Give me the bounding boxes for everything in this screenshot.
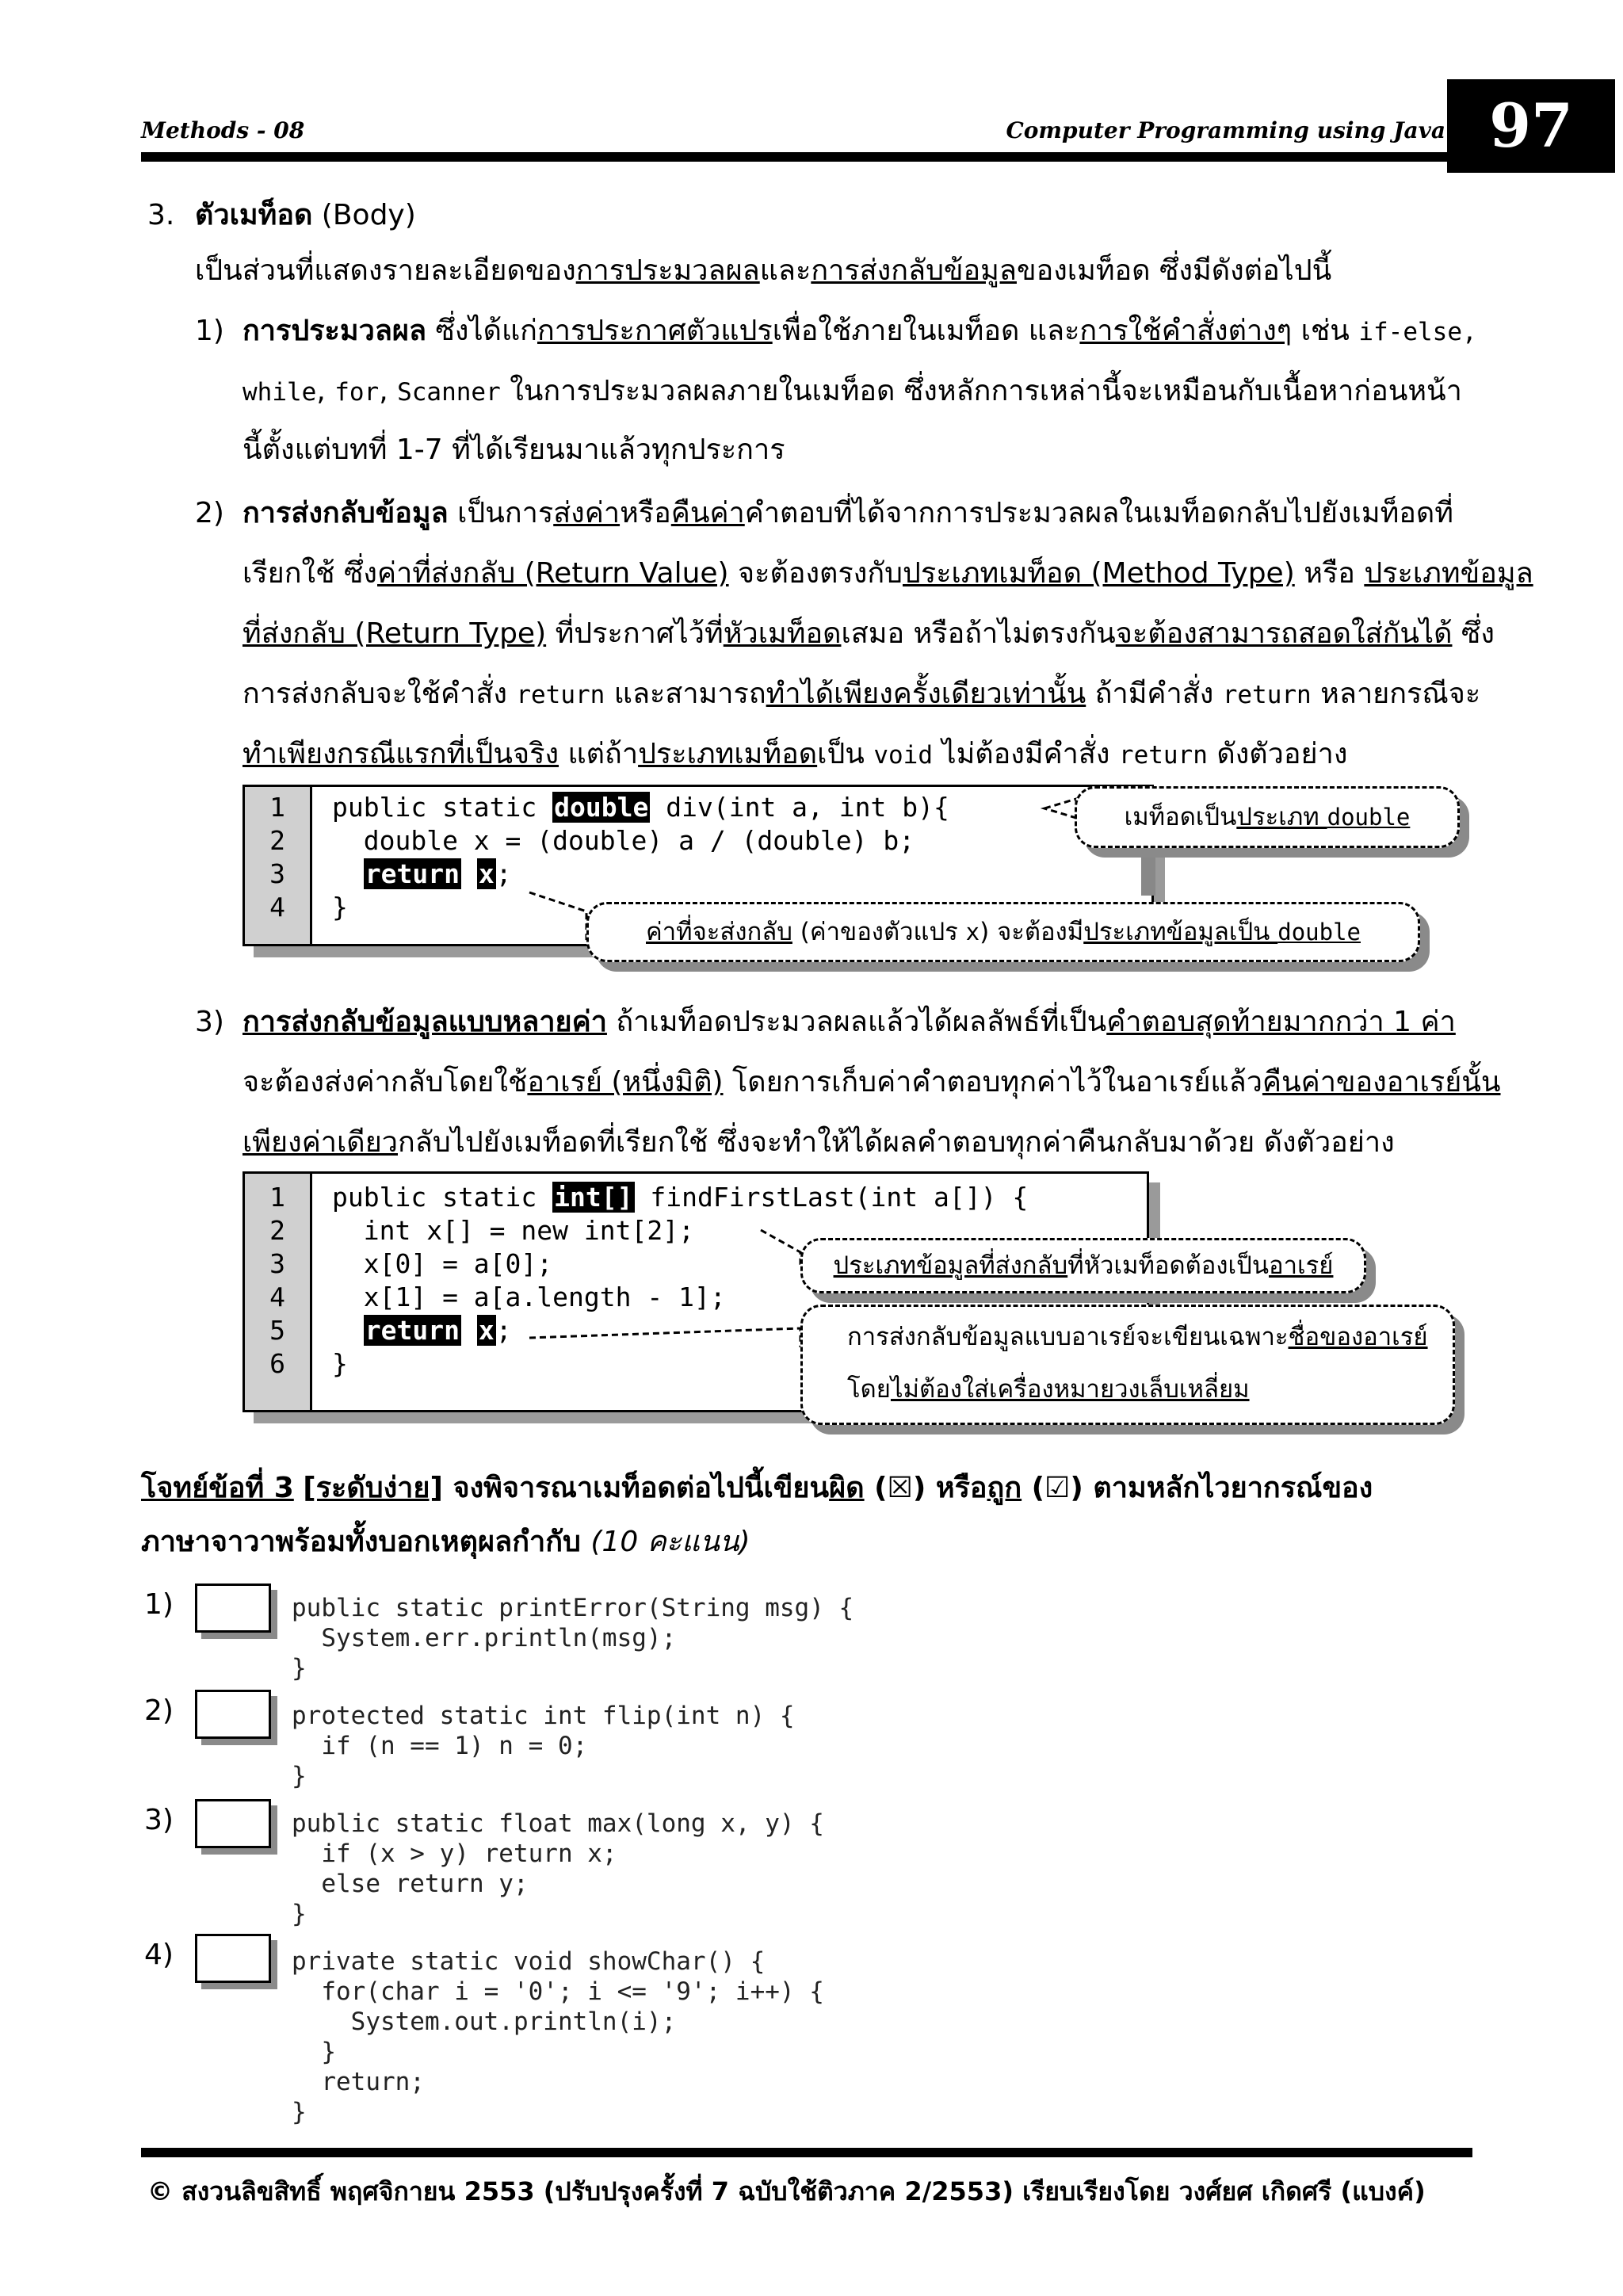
text-run: div(int a, int b){ (650, 792, 949, 823)
header-book-title: Computer Programming using Java (1006, 117, 1445, 143)
text-run: เป็นการ (448, 497, 554, 529)
callout-array-return-type (800, 1238, 1366, 1293)
question-number: 2) (144, 1694, 174, 1727)
line-number: 4 (269, 1282, 285, 1312)
text-run: กลับไปยังเมท็อดที่เรียกใช้ ซึ่งจะทำให้ได้ผลคำตอบทุกค่าคืนกลับมาด้วย ดังตัวอย่าง (398, 1126, 1395, 1159)
text-run: นี้ตั้งแต่บทที่ 1-7 ที่ได้เรียนมาแล้วทุกประการ (242, 434, 785, 466)
line-number: 1 (269, 1182, 285, 1213)
question-code-line: private static void showChar() { (292, 1947, 766, 1976)
text-run: โดย (847, 1375, 891, 1404)
text-run: return (1118, 741, 1208, 770)
text-run: ที่หัวเมท็อดต้องเป็น (1067, 1251, 1270, 1280)
line-number: 3 (269, 858, 285, 889)
text-run: ประเภทข้อมูลเป็น (1083, 918, 1278, 946)
text-run: ค่าที่จะส่งกลับ (646, 918, 792, 946)
text-run: return (365, 1315, 460, 1346)
question-code-line: System.out.println(i); (292, 2008, 677, 2036)
text-run: คืนค่าของอาเรย์นั้น (1262, 1066, 1501, 1098)
text-run: ถ้าเมท็อดประมวลผลแล้วได้ผลลัพธ์ที่เป็น (606, 1006, 1107, 1038)
text-run: การประกาศตัวแปร (537, 315, 773, 347)
text-run: if-else, (1358, 318, 1477, 346)
text-run: เช่น (1292, 315, 1359, 347)
text-run: อาเรย์ (1269, 1251, 1334, 1280)
text-run: ดังตัวอย่าง (1207, 738, 1348, 770)
text-run: int[] (554, 1182, 633, 1213)
text-run: โจทย์ข้อที่ 3 (141, 1472, 294, 1504)
text-run: จงพิจารณาเมท็อดต่อไปนี้เขียน (442, 1472, 830, 1504)
text-run: ; (495, 1315, 512, 1346)
question-code-line: for(char i = '0'; i <= '9'; i++) { (292, 1977, 824, 2006)
text-run: เพื่อใช้ภายในเมท็อด และ (772, 315, 1080, 347)
question-code-line: if (n == 1) n = 0; (292, 1732, 588, 1760)
text-run: , (379, 375, 398, 407)
text-run: (10 คะแนน) (590, 1526, 750, 1558)
line-number: 5 (269, 1315, 285, 1346)
answer-box[interactable] (195, 1799, 271, 1848)
text-run: double (1327, 804, 1411, 831)
text-run: การส่งกลับจะใช้คำสั่ง (242, 678, 517, 710)
text-run: ซึ่งได้แก่ (426, 315, 537, 347)
text-run: public static (332, 792, 553, 823)
text-run: double x = (double) a / (double) b; (332, 825, 915, 856)
text-run: เป็น (817, 738, 874, 770)
line-number: 4 (269, 892, 285, 923)
text-run: ไม่ต้องใส่เครื่องหมายวงเล็บเหลี่ยม (890, 1375, 1250, 1404)
text-run: } (332, 892, 348, 923)
answer-box[interactable] (195, 1690, 271, 1739)
section-number: 3. (147, 199, 175, 231)
question-number: 1) (144, 1588, 174, 1621)
text-run: return (365, 858, 460, 889)
text-run: (☒) หรือ (864, 1472, 987, 1504)
answer-box[interactable] (195, 1934, 271, 1983)
text-run: ประเภทเมท็อด (Method Type) (903, 557, 1295, 590)
text-run: ประเภท (1236, 803, 1327, 831)
question-number: 4) (144, 1939, 174, 1971)
callout-text-line (847, 1321, 1428, 1353)
text-run: จะต้องสามารถสอดใส่กันได้ (1115, 617, 1453, 650)
question-code-line: public static float max(long x, y) { (292, 1809, 824, 1838)
text-run: ถ้ามีคำสั่ง (1086, 678, 1223, 710)
item3-number: 3) (195, 1006, 224, 1038)
text-run: , (316, 375, 335, 407)
text-run: findFirstLast(int a[]) { (634, 1182, 1029, 1213)
text-run: ชื่อของอาเรย์ (1288, 1323, 1428, 1351)
question-code-line: else return y; (292, 1870, 529, 1898)
line-number: 1 (269, 792, 285, 823)
question-code-line: } (292, 1654, 307, 1683)
text-run: และ (759, 254, 812, 287)
text-run: ของเมท็อด ซึ่งมีดังต่อไปนี้ (1016, 254, 1332, 287)
text-run: เสมอ หรือถ้าไม่ตรงกัน (841, 617, 1116, 650)
question-code-line: } (292, 1762, 307, 1790)
text-run: ส่งค่า (553, 497, 621, 529)
text-run: การประมวลผล (575, 254, 760, 287)
footer-rule (141, 2148, 1472, 2157)
text-run: x (478, 1315, 495, 1346)
text-run: การใช้คำสั่งต่างๆ (1079, 315, 1293, 347)
text-run: เรียกใช้ ซึ่ง (242, 557, 377, 590)
text-run: ที่ประกาศไว้ที่ (546, 617, 724, 650)
section-title-bold: ตัวเมท็อด (195, 199, 313, 231)
text-run: Scanner (397, 378, 501, 407)
callout-text-line (847, 1373, 1250, 1405)
question-code-line: if (x > y) return x; (292, 1839, 617, 1868)
text-run: ซึ่ง (1452, 617, 1495, 650)
text-run: การส่งกลับข้อมูล (242, 497, 449, 529)
text-run: แต่ถ้า (559, 738, 639, 770)
text-run: การส่งกลับข้อมูลแบบหลายค่า (242, 1006, 607, 1038)
exercise-heading (141, 1473, 1373, 1504)
text-run: ทำได้เพียงครั้งเดียวเท่านั้น (766, 678, 1086, 710)
exercise-heading-line2 (141, 1526, 750, 1558)
text-run: ที่ส่งกลับ (Return Type) (242, 617, 547, 650)
text-run: ภาษาจาวาพร้อมทั้งบอกเหตุผลกำกับ (141, 1526, 591, 1558)
text-run: ถูก (987, 1472, 1022, 1504)
text-run: x[1] = a[a.length - 1]; (332, 1282, 726, 1312)
text-run: ; (495, 858, 512, 889)
text-run: ประเภทเมท็อด (638, 738, 818, 770)
question-code-line: } (292, 2098, 307, 2126)
text-run: หรือ (1294, 557, 1365, 590)
text-run: (ค่าของตัวแปร (792, 918, 966, 946)
text-run: คำตอบที่ได้จากการประมวลผลในเมท็อดกลับไปยังเมท็อดที่ (744, 497, 1454, 529)
section-title-rest: (Body) (312, 199, 416, 231)
line-number: 6 (269, 1348, 285, 1379)
text-run: ) จะต้องมี (980, 918, 1084, 946)
text-run: หัวเมท็อด (723, 617, 842, 650)
text-run: การส่งกลับข้อมูลแบบอาเรย์จะเขียนเฉพาะ (847, 1323, 1289, 1351)
line-number: 2 (269, 1215, 285, 1246)
text-run: จะต้องส่งค่ากลับโดยใช้ (242, 1066, 528, 1098)
item1-number: 1) (195, 315, 224, 347)
text-run: การส่งกลับข้อมูล (811, 254, 1017, 287)
text-run: x[0] = a[0]; (332, 1248, 553, 1279)
text-run: x (478, 858, 495, 889)
text-run: การประมวลผล (242, 315, 427, 347)
text-run: [ระดับง่าย] (303, 1472, 443, 1504)
text-run: ค่าที่ส่งกลับ (Return Value) (377, 557, 729, 590)
footer-copyright: © สงวนลิขสิทธิ์ พฤศจิกายน 2553 (ปรับปรุงครั้งที่ 7 ฉบับใช้ติวภาค 2/2553) เรียบเรียงโดย วงศ์ยศ เกิดศรี (แบงค์) (147, 2176, 1426, 2206)
question-code-line: protected static int flip(int n) { (292, 1702, 795, 1730)
text-run: คำตอบสุดท้ายมากกว่า 1 ค่า (1106, 1006, 1456, 1038)
text-run: return (1222, 681, 1312, 709)
text-run: return (516, 681, 605, 709)
text-run: void (873, 741, 934, 770)
header-chapter: Methods - 08 (141, 117, 305, 143)
text-run: อาเรย์ (หนึ่งมิติ) (527, 1066, 724, 1098)
question-number: 3) (144, 1804, 174, 1836)
text-run: public static (332, 1182, 553, 1213)
text-run: หรือ (620, 497, 671, 529)
text-run: โดยการเก็บค่าคำตอบทุกค่าไว้ในอาเรย์แล้ว (723, 1066, 1262, 1098)
text-run: while (242, 378, 317, 407)
line-number: 2 (269, 825, 285, 856)
text-run: หลายกรณีจะ (1311, 678, 1481, 710)
page-number: 97 (1447, 79, 1615, 173)
text-run: และสามารถ (605, 678, 766, 710)
line-number: 3 (269, 1248, 285, 1279)
item2-number: 2) (195, 497, 224, 529)
text-run: (☑) ตามหลักไวยากรณ์ของ (1022, 1472, 1373, 1504)
text-run: ในการประมวลผลภายในเมท็อด ซึ่งหลักการเหล่านี้จะเหมือนกับเนื้อหาก่อนหน้า (500, 375, 1462, 407)
answer-box[interactable] (195, 1584, 271, 1633)
text-run: int x[] = new int[2]; (332, 1215, 694, 1246)
text-run: ไม่ต้องมีคำสั่ง (933, 738, 1119, 770)
question-code-line: } (292, 1900, 307, 1928)
text-run: } (332, 1348, 348, 1379)
text-run: เพียงค่าเดียว (242, 1126, 398, 1159)
text-run: ทำเพียงกรณีแรกที่เป็นจริง (242, 738, 559, 770)
text-run: จะต้องตรงกับ (728, 557, 903, 590)
text-run: double (1277, 919, 1361, 946)
text-run: เป็นส่วนที่แสดงรายละเอียดของ (195, 254, 576, 287)
question-code-line: System.err.println(msg); (292, 1624, 677, 1652)
text-run: for (334, 378, 380, 407)
text-run: ประเภทข้อมูลที่ส่งกลับ (833, 1251, 1068, 1280)
text-run: x (965, 919, 980, 946)
text-run: เมท็อดเป็น (1124, 803, 1237, 831)
text-run: ประเภทข้อมูล (1364, 557, 1533, 590)
callout-array-return-name (800, 1305, 1455, 1425)
text-run: คืนค่า (670, 497, 745, 529)
question-code-line: public static printError(String msg) { (292, 1594, 854, 1622)
text-run: ผิด (829, 1472, 865, 1504)
question-code-line: } (292, 2038, 336, 2066)
question-code-line: return; (292, 2068, 425, 2096)
text-run: double (554, 792, 649, 823)
text-run (294, 1472, 303, 1504)
